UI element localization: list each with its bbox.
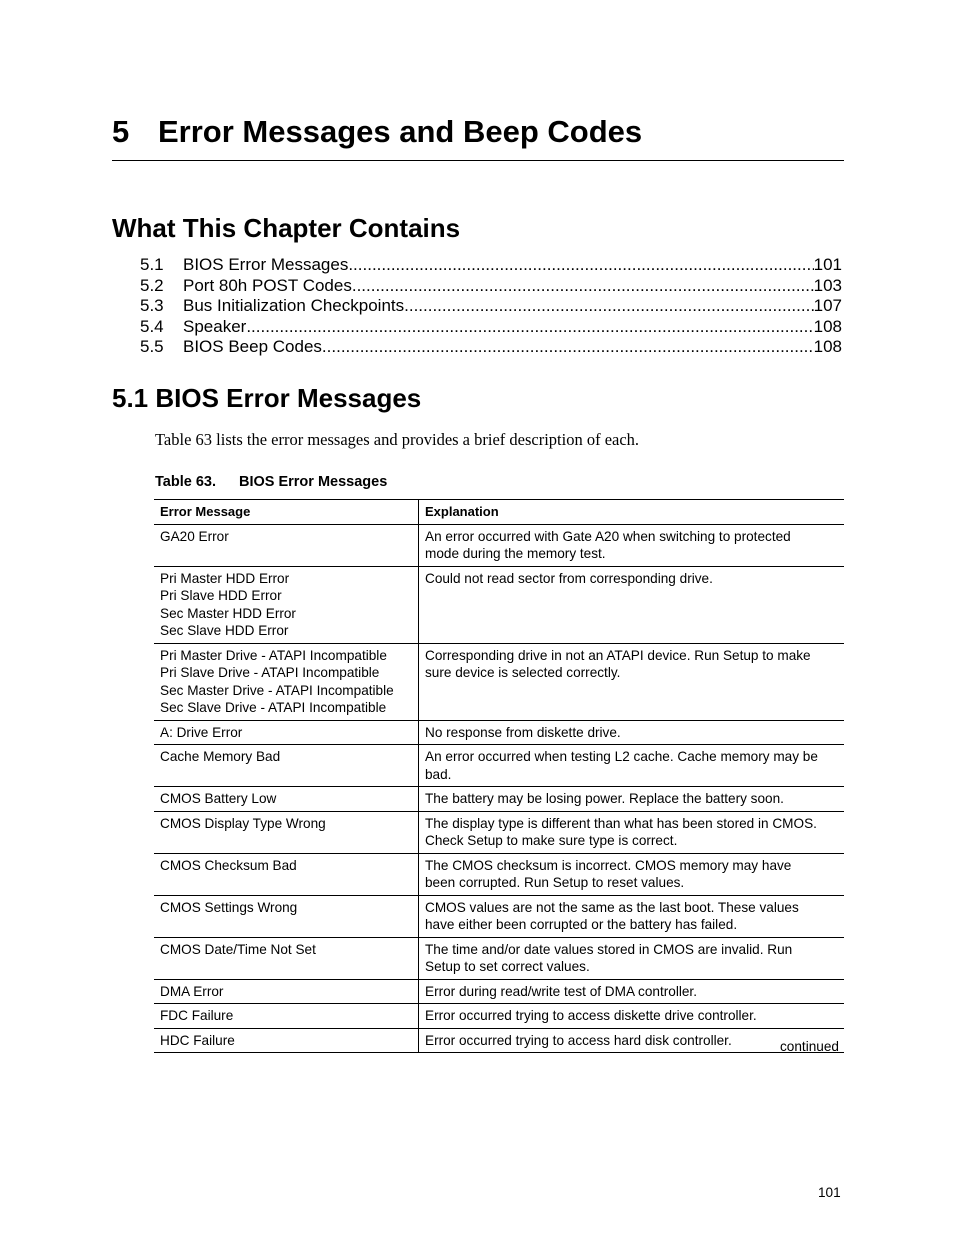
explanation-cell [419,566,845,643]
explanation-line: Check Setup to make sure type is correct. [425,833,678,848]
table-row [154,1004,844,1029]
table-row [154,811,844,853]
explanation-line: sure device is selected correctly. [425,665,621,680]
explanation-cell [419,853,845,895]
page-number: 101 [818,1185,841,1200]
error-message-line: Pri Slave HDD Error [160,588,282,603]
explanation-cell [419,524,845,566]
toc-entry-number: 5.4 [140,316,164,336]
toc-entry-number: 5.5 [140,337,164,357]
table-row [154,566,844,643]
continued-note: continued [780,1039,839,1054]
explanation-line: been corrupted. Run Setup to reset values. [425,875,685,890]
error-message-cell [154,566,419,643]
section-intro: Table 63 lists the error messages and provides a brief description of each. [155,430,640,449]
table-row [154,937,844,979]
error-message-line: CMOS Date/Time Not Set [160,941,316,957]
toc-entry[interactable] [140,337,842,358]
error-message-cell [154,643,419,720]
table-caption [155,474,387,490]
error-message-line: Sec Slave HDD Error [160,623,289,638]
toc-dot-leader [348,255,813,276]
explanation-line: mode during the memory test. [425,546,606,561]
table-of-contents [140,255,842,358]
header-error-message: Error Message [154,500,419,525]
section-heading: 5.1 BIOS Error Messages [112,383,422,413]
error-message-cell [154,895,419,937]
toc-entry-title: Speaker [183,316,247,336]
explanation-line: Error occurred trying to access diskette drive controller. [425,1008,757,1023]
error-message-line: GA20 Error [160,528,229,544]
table-row [154,1028,844,1053]
toc-entry-title: BIOS Beep Codes [183,337,322,357]
error-message-line: HDC Failure [160,1032,235,1048]
explanation-line: Setup to set correct values. [425,959,590,974]
toc-entry-title: Bus Initialization Checkpoints [183,296,405,316]
explanation-cell [419,895,845,937]
error-message-cell [154,524,419,566]
explanation-cell [419,1004,845,1029]
explanation-line: The time and/or date values stored in CMOS are invalid. Run [425,941,793,957]
explanation-line: Error occurred trying to access hard disk controller. [425,1032,732,1048]
explanation-line: No response from diskette drive. [425,724,621,740]
error-message-line: Sec Master HDD Error [160,605,296,621]
error-message-cell [154,1028,419,1053]
table-row [154,787,844,812]
table-header-row [154,500,844,525]
toc-dot-leader [352,276,814,297]
explanation-line: CMOS values are not the same as the last boot. These values [425,899,799,915]
chapter-title [112,110,844,161]
error-message-line: Pri Slave Drive - ATAPI Incompatible [160,665,380,680]
explanation-cell [419,811,845,853]
toc-entry-page: 108 [813,316,842,336]
toc-entry[interactable] [140,276,842,297]
error-message-cell [154,811,419,853]
error-message-line: CMOS Display Type Wrong [160,815,326,831]
table-row [154,853,844,895]
explanation-line: An error occurred with Gate A20 when switching to protected [425,528,791,544]
header-explanation: Explanation [419,500,845,525]
error-message-line: Sec Master Drive - ATAPI Incompatible [160,682,394,698]
chapter-title-text: Error Messages and Beep Codes [158,114,643,149]
explanation-line: bad. [425,766,452,782]
error-message-line: A: Drive Error [160,724,243,740]
error-message-cell [154,745,419,787]
explanation-cell [419,643,845,720]
toc-entry[interactable] [140,255,842,276]
toc-dot-leader [404,296,814,317]
table-caption-label: Table 63. [155,474,216,490]
error-message-cell [154,787,419,812]
error-message-cell [154,937,419,979]
contents-heading: What This Chapter Contains [112,213,461,243]
explanation-cell [419,745,845,787]
error-message-cell [154,979,419,1004]
table-row [154,643,844,720]
toc-entry-number: 5.3 [140,296,164,316]
toc-entry-number: 5.1 [140,255,164,274]
toc-entry[interactable] [140,317,842,338]
explanation-cell [419,787,845,812]
table-row [154,524,844,566]
explanation-line: Corresponding drive in not an ATAPI device. Run Setup to make [425,647,811,663]
toc-entry[interactable] [140,296,842,317]
error-message-line: CMOS Battery Low [160,791,277,806]
error-message-line: Sec Slave Drive - ATAPI Incompatible [160,700,387,715]
explanation-line: have either been corrupted or the battery has failed. [425,917,738,932]
toc-entry-page: 107 [813,296,842,316]
chapter-number: 5 [112,114,130,149]
toc-entry-title: Port 80h POST Codes [183,275,352,295]
error-message-line: CMOS Checksum Bad [160,857,297,873]
table-row [154,745,844,787]
toc-entry-title: BIOS Error Messages [183,255,349,274]
error-message-line: Cache Memory Bad [160,749,281,764]
explanation-line: The CMOS checksum is incorrect. CMOS memory may have [425,857,792,873]
error-message-cell [154,853,419,895]
toc-entry-number: 5.2 [140,275,164,295]
explanation-line: Could not read sector from corresponding drive. [425,570,713,586]
error-message-cell [154,1004,419,1029]
toc-dot-leader [246,317,813,338]
toc-entry-page: 103 [813,275,842,295]
error-message-line: Pri Master Drive - ATAPI Incompatible [160,647,387,663]
explanation-line: Error during read/write test of DMA controller. [425,983,697,999]
table-row [154,979,844,1004]
toc-entry-page: 101 [813,255,842,274]
table-caption-title: BIOS Error Messages [239,474,388,490]
error-message-line: CMOS Settings Wrong [160,899,298,915]
table-row [154,720,844,745]
explanation-cell [419,979,845,1004]
explanation-line: The battery may be losing power. Replace the battery soon. [425,791,784,806]
table-row [154,895,844,937]
toc-entry-page: 108 [813,337,842,357]
error-message-line: FDC Failure [160,1008,234,1023]
explanation-line: An error occurred when testing L2 cache. Cache memory may be [425,749,818,764]
error-message-line: Pri Master HDD Error [160,570,290,586]
error-message-cell [154,720,419,745]
explanation-cell [419,720,845,745]
bios-error-table [154,499,844,1053]
error-message-line: DMA Error [160,983,224,999]
toc-dot-leader [322,337,814,358]
explanation-cell [419,937,845,979]
explanation-line: The display type is different than what has been stored in CMOS. [425,815,817,831]
